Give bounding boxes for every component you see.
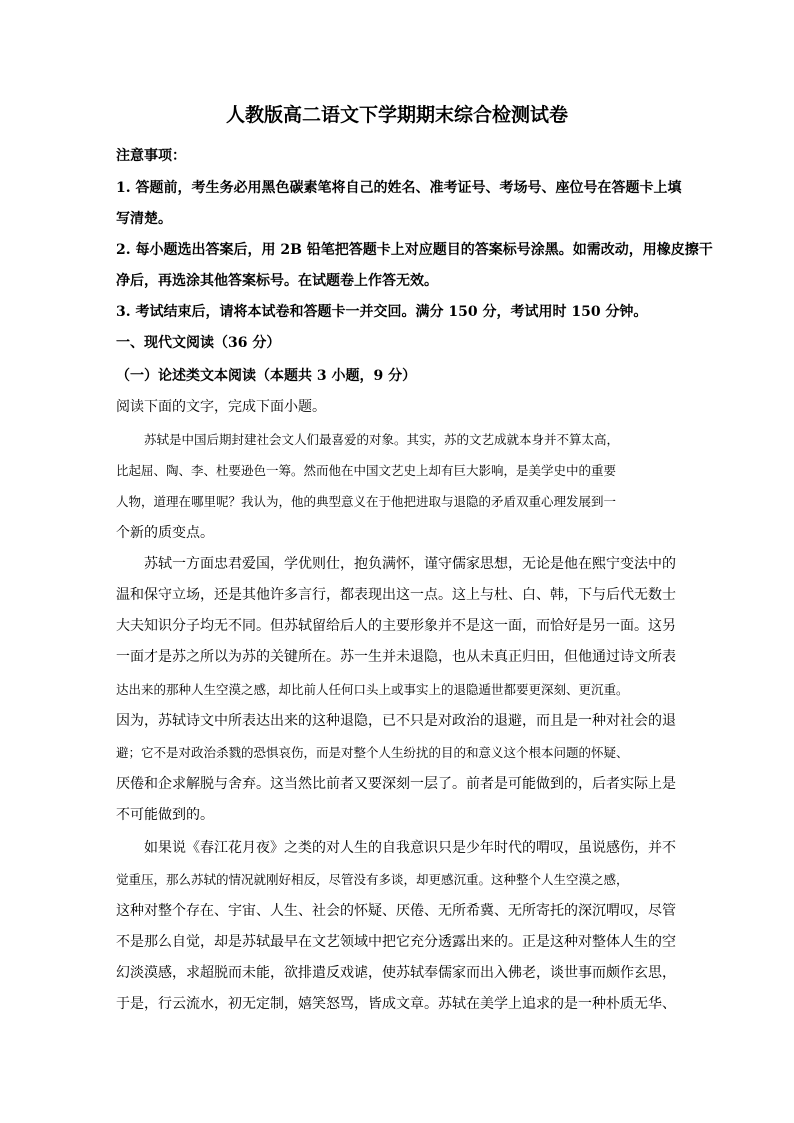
passage-line: 这种对整个存在、宇宙、人生、社会的怀疑、厌倦、无所希冀、无所寄托的深沉喟叹，尽管 [116, 903, 676, 919]
passage-line: 不是那么自觉，却是苏轼最早在文艺领域中把它充分透露出来的。正是这种对整体人生的空 [116, 934, 676, 950]
passage-line: 避；它不是对政治杀戮的恐惧哀伤，而是对整个人生纷扰的目的和意义这个根本问题的怀疑、 [116, 745, 629, 760]
page-title: 人教版高二语文下学期期末综合检测试卷 [225, 104, 568, 126]
passage-line: 比起屈、陶、李、杜要逊色一筹。然而他在中国文艺史上却有巨大影响，是美学史中的重要 [116, 463, 617, 478]
notice-line: 3. 考试结束后，请将本试卷和答题卡一并交回。满分 150 分，考试用时 150 分钟。 [116, 304, 648, 320]
subsection-heading: （一）论述类文本阅读（本题共 3 小题，9 分） [116, 368, 417, 384]
instruction-text: 阅读下面的文字，完成下面小题。 [116, 399, 326, 415]
passage-line: 因为，苏轼诗文中所表达出来的这种退隐，已不只是对政治的退避，而且是一种对社会的退 [116, 713, 676, 729]
notice-line: 2. 每小题选出答案后，用 2B 铅笔把答题卡上对应题目的答案标号涂黑。如需改动，用橡皮擦干 [116, 242, 713, 258]
passage-line: 苏轼是中国后期封建社会文人们最喜爱的对象。其实，苏的文艺成就本身并不算太高， [144, 432, 620, 447]
passage-line: 于是，行云流水，初无定制，嬉笑怒骂，皆成文章。苏轼在美学上追求的是一种朴质无华、 [116, 996, 676, 1012]
passage-line: 苏轼一方面忠君爱国，学优则仕，抱负满怀，谨守儒家思想，无论是他在熙宁变法中的 [144, 556, 676, 572]
passage-line: 大夫知识分子均无不同。但苏轼留给后人的主要形象并不是这一面，而恰好是另一面。这另 [116, 618, 676, 634]
passage-line: 达出来的那种人生空漠之感，却比前人任何口头上或事实上的退隐遁世都要更深刻、更沉重。 [116, 682, 629, 697]
notice-line: 写清楚。 [116, 211, 172, 227]
passage-line: 人物，道理在哪里呢？我认为，他的典型意义在于他把进取与退隐的矛盾双重心理发展到一 [116, 494, 617, 509]
passage-line: 幻淡漠感，求超脱而未能，欲排遣反戏谑，使苏轼奉儒家而出入佛老，谈世事而颇作玄思， [116, 965, 676, 981]
notice-line: 1. 答题前，考生务必用黑色碳素笔将自己的姓名、准考证号、考场号、座位号在答题卡上填 [116, 180, 682, 196]
passage-line: 个新的质变点。 [116, 525, 214, 541]
notice-line: 净后，再选涂其他答案标号。在试题卷上作答无效。 [116, 273, 438, 289]
passage-line: 不可能做到的。 [116, 807, 214, 823]
passage-line: 温和保守立场，还是其他许多言行，都表现出这一点。这上与杜、白、韩，下与后代无数士 [116, 587, 676, 603]
section-heading: 一、现代文阅读（36 分） [116, 335, 281, 351]
passage-line: 一面才是苏之所以为苏的关键所在。苏一生并未退隐，也从未真正归田，但他通过诗文所表 [116, 649, 676, 665]
passage-line: 觉重压，那么苏轼的情况就刚好相反，尽管没有多谈，却更感沉重。这种整个人生空漠之感， [116, 872, 629, 887]
notice-heading: 注意事项： [116, 148, 186, 164]
passage-line: 如果说《春江花月夜》之类的对人生的自我意识只是少年时代的喟叹，虽说感伤，并不 [144, 840, 676, 856]
passage-line: 厌倦和企求解脱与舍弃。这当然比前者又要深刻一层了。前者是可能做到的，后者实际上是 [116, 776, 676, 792]
